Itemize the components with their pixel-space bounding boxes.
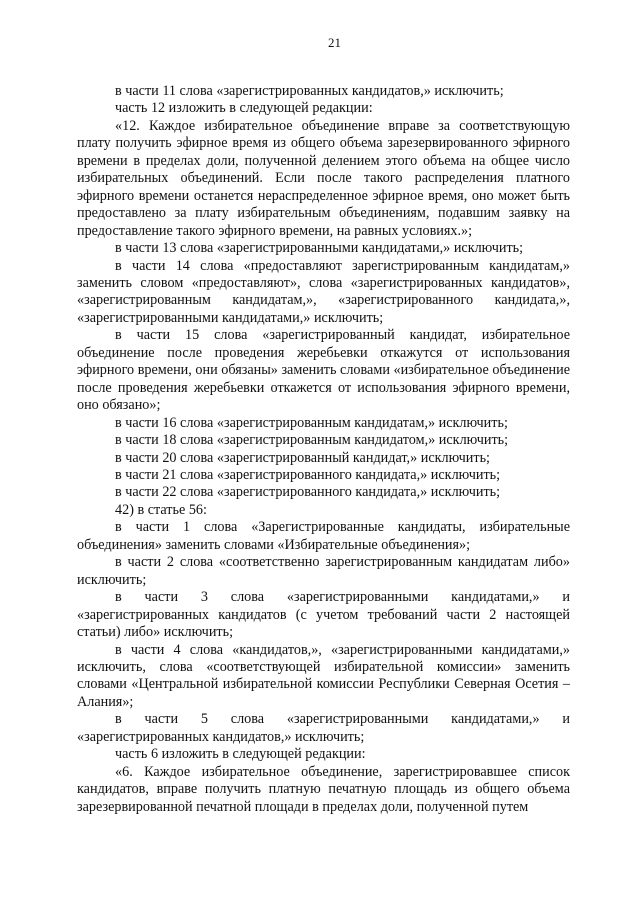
paragraph: в части 11 слова «зарегистрированных кандидатов,» исключить; xyxy=(115,83,504,99)
paragraph: часть 12 изложить в следующей редакции: xyxy=(115,100,373,117)
paragraph: в части 15 слова «зарегистрированный кандидат, избирательное объединение после проведения жеребьевки откажутся от использования эфирного времени, они обязаны» заменить словами «избирательное объединение после проведения жеребьевки откажется от использования эфирного времени, оно обязано»; xyxy=(77,327,570,414)
paragraph: часть 6 изложить в следующей редакции: xyxy=(115,746,366,763)
paragraph: в части 13 слова «зарегистрированными кандидатами,» исключить; xyxy=(115,240,524,257)
paragraph: в части 5 слова «зарегистрированными кандидатами,» и «зарегистрированных кандидатов,» исключить; xyxy=(77,711,570,745)
paragraph: в части 4 слова «кандидатов,», «зарегистрированными кандидатами,» исключить, слова «соответствующей избирательной комиссии» заменить словами «Центральной избирательной комиссии Республики Северная Осетия – Алания»; xyxy=(77,641,570,710)
paragraph: «12. Каждое избирательное объединение вправе за соответствующую плату получить эфирное время из общего объема зарезервированного эфирного времени в пределах доли, полученной делением этого объема на общее число избирательных объединений. Если после такого распределения платного эфирного времени останется нераспределенное эфирное время, оно может быть предоставлено за плату избирательным объединениям, подавшим заявку на предоставление такого эфирного времени, на равных условиях.»; xyxy=(77,117,570,239)
paragraph: в части 18 слова «зарегистрированным кандидатом,» исключить; xyxy=(115,432,509,449)
paragraph: в части 3 слова «зарегистрированными кандидатами,» и «зарегистрированных кандидатов (с учетом требований части 2 настоящей статьи) либо» исключить; xyxy=(77,589,570,641)
paragraph: в части 2 слова «соответственно зарегистрированным кандидатам либо» исключить; xyxy=(77,554,570,588)
paragraph: в части 22 слова «зарегистрированного кандидата,» исключить; xyxy=(115,484,501,501)
page-number: 21 xyxy=(328,35,341,50)
paragraph: в части 21 слова «зарегистрированного кандидата,» исключить; xyxy=(115,466,501,483)
paragraph: «6. Каждое избирательное объединение, зарегистрировавшее список кандидатов, вправе получить платную печатную площадь из общего объема зарезервированной печатной площади в пределах доли, полученной путем xyxy=(77,763,570,815)
paragraph: в части 20 слова «зарегистрированный кандидат,» исключить; xyxy=(115,449,490,466)
paragraph: 42) в статье 56: xyxy=(115,501,207,518)
paragraph: в части 16 слова «зарегистрированным кандидатам,» исключить; xyxy=(115,414,508,431)
paragraph: в части 1 слова «Зарегистрированные кандидаты, избирательные объединения» заменить словами «Избирательные объединения»; xyxy=(77,519,570,553)
document-body xyxy=(77,83,570,816)
paragraph: в части 14 слова «предоставляют зарегистрированным кандидатам,» заменить словом «предоставляют», слова «зарегистрированных кандидатов», «зарегистрированным кандидатам,», «зарегистрированного кандидата,», «зарегистрированными кандидатами,» исключить; xyxy=(77,257,570,326)
